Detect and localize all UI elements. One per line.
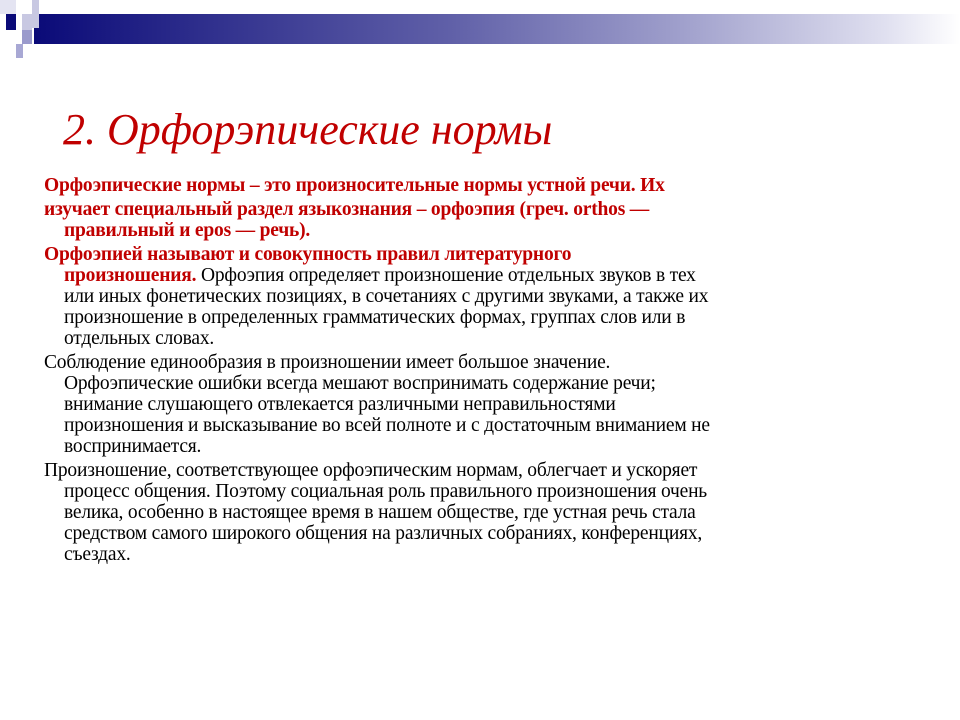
text-line <box>44 481 924 502</box>
emphasis-text: Орфоэпические нормы – это произносительные нормы устной речи. Их <box>44 175 665 196</box>
body-text: произношения и высказывание во всей полноте и с достаточным вниманием не <box>64 415 710 436</box>
text-line <box>44 415 924 436</box>
text-line <box>44 286 924 307</box>
decor-square <box>22 30 32 44</box>
emphasis-text: Орфоэпией называют и совокупность правил литературного <box>44 244 572 265</box>
body-text: средством самого широкого общения на различных собраниях, конференциях, <box>64 523 703 544</box>
body-text: или иных фонетических позициях, в сочетаниях с другими звуками, а также их <box>64 286 709 307</box>
header-gradient-bar <box>34 14 960 44</box>
text-line <box>44 307 924 328</box>
paragraph <box>44 460 924 565</box>
paragraph <box>44 352 924 457</box>
emphasis-text: правильный и epos — речь). <box>64 220 311 241</box>
body-text: Орфоэпические ошибки всегда мешают воспринимать содержание речи; <box>64 373 656 394</box>
body-text: внимание слушающего отвлекается различными неправильностями <box>64 394 616 415</box>
text-line <box>44 220 924 241</box>
body-text: воспринимается. <box>64 436 202 457</box>
text-line <box>44 523 924 544</box>
emphasis-text: изучает специальный раздел языкознания – орфоэпия (греч. orthos — <box>44 199 650 220</box>
decor-square <box>22 14 32 30</box>
text-line <box>44 199 924 220</box>
body-text: Произношение, соответствующее орфоэпическим нормам, облегчает и ускоряет <box>44 460 698 481</box>
text-line <box>44 460 924 481</box>
paragraph <box>44 175 924 196</box>
paragraph <box>44 244 924 349</box>
decor-square <box>6 14 16 30</box>
text-line <box>44 265 924 286</box>
text-line <box>44 502 924 523</box>
decor-square <box>16 44 23 58</box>
body-text: произношение в определенных грамматических формах, группах слов или в <box>64 307 686 328</box>
text-line <box>44 328 924 349</box>
text-line <box>44 352 924 373</box>
body-text: съездах. <box>64 544 131 565</box>
text-line <box>44 373 924 394</box>
text-line <box>44 544 924 565</box>
slide-body <box>44 175 924 568</box>
slide-title: 2. Орфорэпические нормы <box>63 105 553 154</box>
text-line <box>44 436 924 457</box>
emphasis-text: произношения. <box>64 265 197 286</box>
body-text: процесс общения. Поэтому социальная роль правильного произношения очень <box>64 481 707 502</box>
text-line <box>44 244 924 265</box>
decor-square <box>32 0 39 28</box>
body-text: Орфоэпия определяет произношение отдельных звуков в тех <box>196 265 696 286</box>
text-line <box>44 175 924 196</box>
body-text: велика, особенно в настоящее время в нашем обществе, где устная речь стала <box>64 502 696 523</box>
text-line <box>44 394 924 415</box>
body-text: Соблюдение единообразия в произношении имеет большое значение. <box>44 352 611 373</box>
body-text: отдельных словах. <box>64 328 215 349</box>
paragraph <box>44 199 924 241</box>
decor-square <box>0 0 16 14</box>
